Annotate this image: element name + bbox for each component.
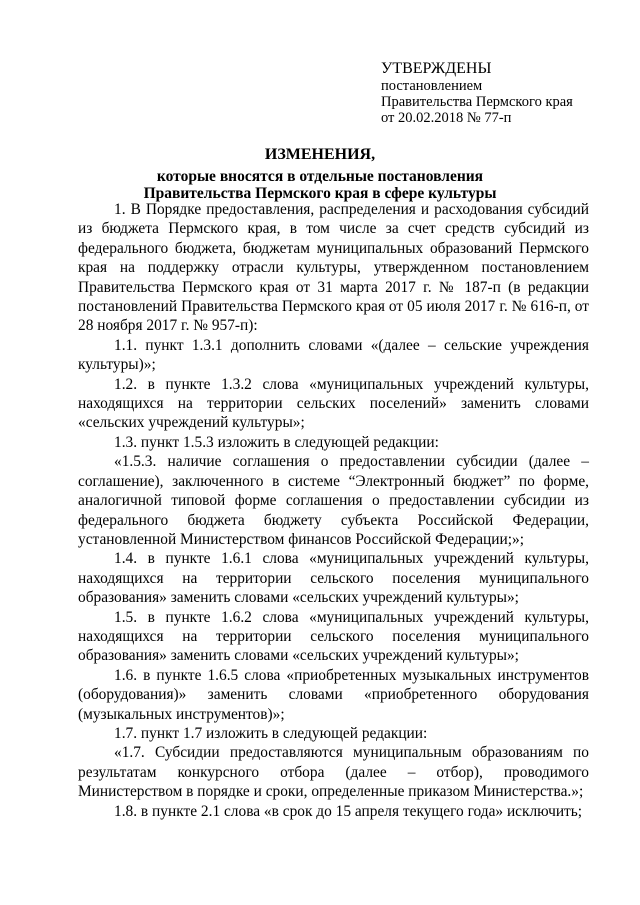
document-subtitle-line-2: Правительства Пермского края в сфере культуры <box>143 185 497 202</box>
paragraph-1-7: 1.7. пункт 1.7 изложить в следующей редакции: <box>114 724 428 742</box>
paragraph-1-7-text: «1.7. Субсидии предоставляются муниципальным образованиям по результатам конкурсного отбора (далее – отбор), проводимого Министерством в порядке и сроки, определенные приказом Министерства.»; <box>78 744 589 801</box>
paragraph-1-8: 1.8. в пункте 2.1 слова «в срок до 15 апреля текущего года» исключить; <box>114 802 583 820</box>
paragraph-1-4: 1.4. в пункте 1.6.1 слова «муниципальных учреждений культуры, находящихся на территории сельского поселения муниципального образования» заменить словами «сельских учреждений культуры»; <box>78 550 589 607</box>
document-title: ИЗМЕНЕНИЯ, <box>264 146 376 163</box>
paragraph-1: 1. В Порядке предоставления, распределения и расходования субсидий из бюджета Пермского края, в том числе за счет средств субсидий из федерального бюджета, бюджетам муниципальных образований Пермского края на поддержку отрасли культуры, утвержденном постановлением Правительства Пермского края от 31 марта 2017 г. № 187-п (в редакции постановлений Правительства Пермского края от 05 июля 2017 г. № 616-п, от 28 ноября 2017 г. № 957-п): <box>78 201 589 335</box>
approval-line-3: от 20.02.2018 № 77-п <box>381 110 512 126</box>
paragraph-1-5-3-text: «1.5.3. наличие соглашения о предоставлении субсидии (далее – соглашение), заключенного в системе “Электронный бюджет” по форме, аналогичной типовой форме соглашения о предоставлении субсидии из федерального бюджета бюджету субъекта Российской Федерации, установленной Министерством финансов Российской Федерации;»; <box>78 453 589 548</box>
paragraph-1-3: 1.3. пункт 1.5.3 изложить в следующей редакции: <box>114 433 439 451</box>
document-subtitle-line-1: которые вносятся в отдельные постановления <box>156 168 484 185</box>
paragraph-1-2: 1.2. в пункте 1.3.2 слова «муниципальных учреждений культуры, находящихся на территории сельских поселений» заменить словами «сельских учреждений культуры»; <box>78 375 589 432</box>
document-body <box>78 200 589 821</box>
paragraph-1-5: 1.5. в пункте 1.6.2 слова «муниципальных учреждений культуры, находящихся на территории сельского поселения муниципального образования» заменить словами «сельских учреждений культуры»; <box>78 608 589 665</box>
paragraph-1-6: 1.6. в пункте 1.6.5 слова «приобретенных музыкальных инструментов (оборудования)» заменить словами «приобретенного оборудования (музыкальных инструментов)»; <box>78 666 589 723</box>
document-heading <box>0 145 640 202</box>
paragraph-1-1: 1.1. пункт 1.3.1 дополнить словами «(далее – сельские учреждения культуры)»; <box>78 336 589 374</box>
approval-stamp <box>381 60 573 126</box>
approval-line-1: постановлением <box>381 78 483 94</box>
approval-line-2: Правительства Пермского края <box>381 94 573 110</box>
approval-title: УТВЕРЖДЕНЫ <box>381 60 492 77</box>
